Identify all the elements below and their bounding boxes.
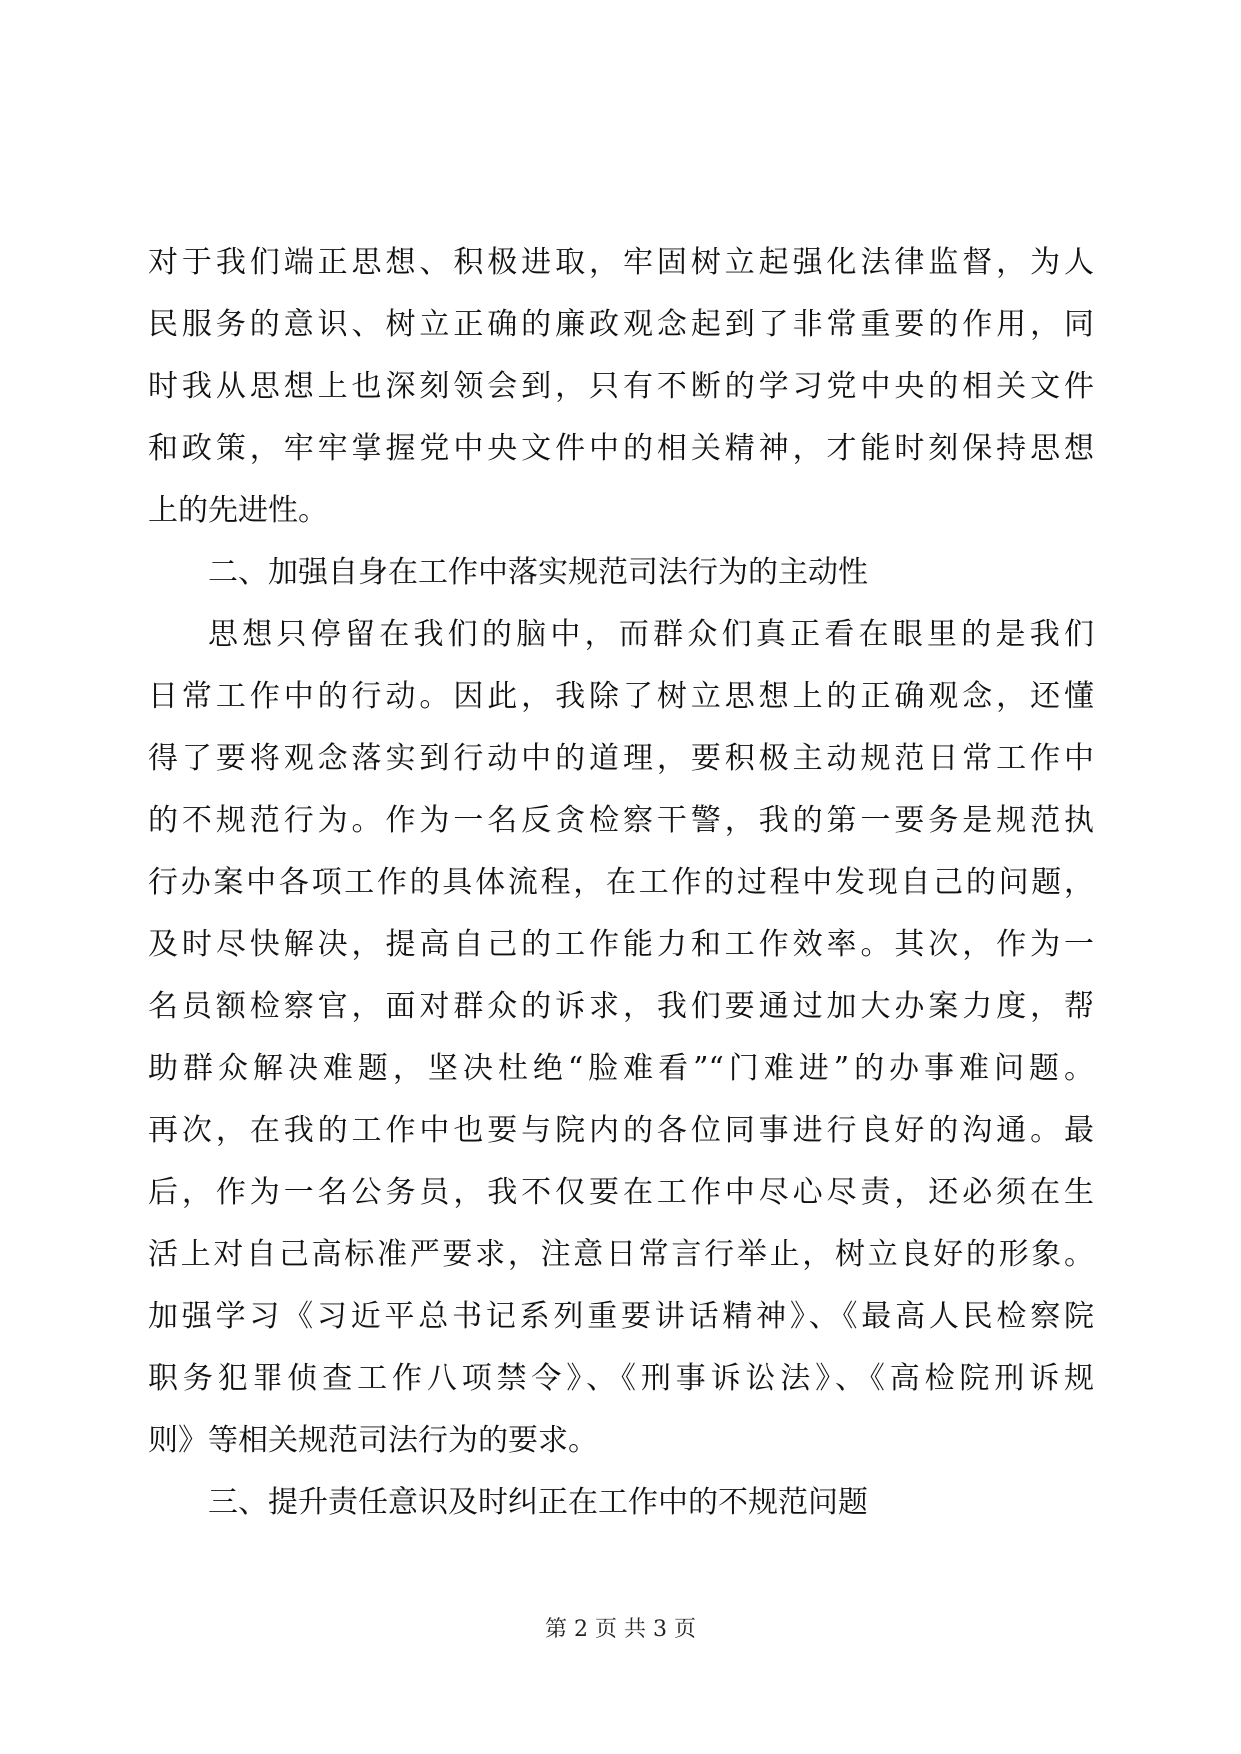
document-body [148,232,1094,1534]
page-indicator: 第 2 页 共 3 页 [545,1617,696,1642]
paragraph-line: 及时尽快解决，提高自己的工作能力和工作效率。其次，作为一 [148,927,1094,962]
paragraph-line: 职务犯罪侦查工作八项禁令》、《刑事诉讼法》、《高检院刑诉规 [148,1361,1094,1396]
paragraph-line: 民服务的意识、树立正确的廉政观念起到了非常重要的作用，同 [148,307,1094,342]
paragraph-line: 上的先进性。 [148,493,328,528]
paragraph-line: 后，作为一名公务员，我不仅要在工作中尽心尽责，还必须在生 [148,1175,1094,1210]
paragraph-line: 得了要将观念落实到行动中的道理，要积极主动规范日常工作中 [148,741,1094,776]
paragraph-line: 助群众解决难题，坚决杜绝“脸难看”“门难进”的办事难问题。 [148,1051,1094,1086]
paragraph-line: 则》等相关规范司法行为的要求。 [148,1423,598,1458]
paragraph-line: 加强学习《习近平总书记系列重要讲话精神》、《最高人民检察院 [148,1299,1094,1334]
paragraph-line: 活上对自己高标准严要求，注意日常言行举止，树立良好的形象。 [148,1237,1094,1272]
paragraph-line: 日常工作中的行动。因此，我除了树立思想上的正确观念，还懂 [148,679,1094,714]
section-heading: 二、加强自身在工作中落实规范司法行为的主动性 [208,555,868,590]
section-heading: 三、提升责任意识及时纠正在工作中的不规范问题 [208,1485,868,1520]
paragraph-line: 行办案中各项工作的具体流程，在工作的过程中发现自己的问题， [148,865,1094,900]
page-footer [0,1612,1241,1643]
paragraph-line: 名员额检察官，面对群众的诉求，我们要通过加大办案力度，帮 [148,989,1094,1024]
paragraph-line: 思想只停留在我们的脑中，而群众们真正看在眼里的是我们 [208,617,1094,652]
paragraph-line: 对于我们端正思想、积极进取，牢固树立起强化法律监督，为人 [148,245,1094,280]
paragraph-line: 再次，在我的工作中也要与院内的各位同事进行良好的沟通。最 [148,1113,1094,1148]
paragraph-line: 的不规范行为。作为一名反贪检察干警，我的第一要务是规范执 [148,803,1094,838]
paragraph-line: 时我从思想上也深刻领会到，只有不断的学习党中央的相关文件 [148,369,1094,404]
paragraph-line: 和政策，牢牢掌握党中央文件中的相关精神，才能时刻保持思想 [148,431,1094,466]
